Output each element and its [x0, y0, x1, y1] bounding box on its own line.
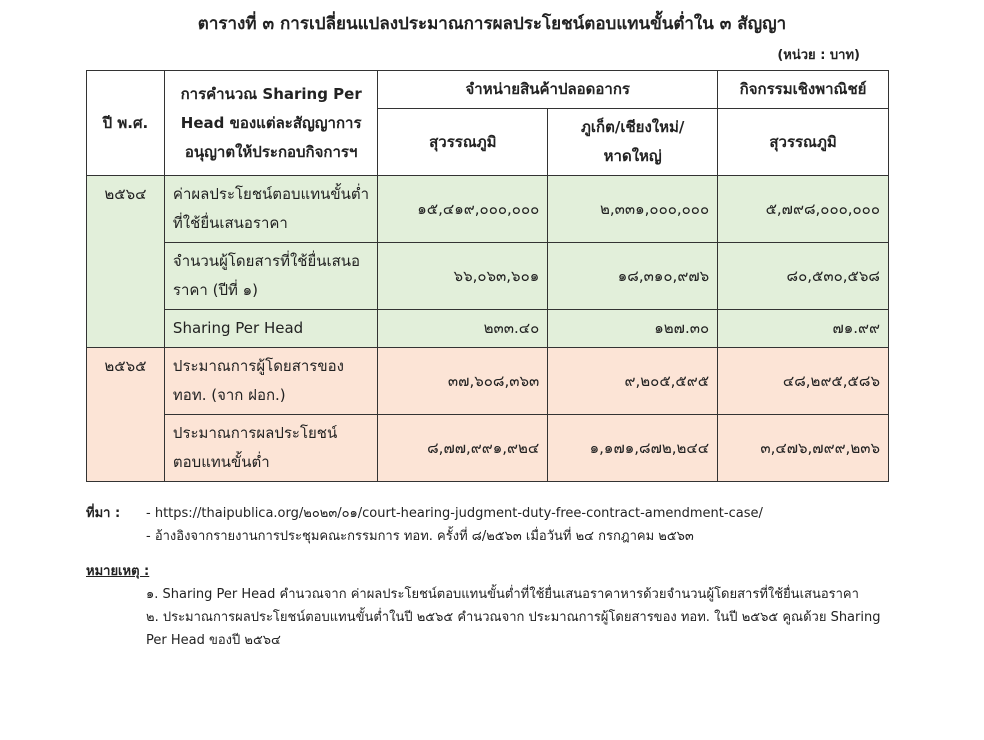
- header-suvarnabhumi-commercial: สุวรรณภูมิ: [718, 109, 889, 176]
- remark-1: ๑. Sharing Per Head คำนวณจาก ค่าผลประโยชน์ตอบแทนขั้นต่ำที่ใช้ยื่นเสนอราคาหารด้วยจำนวนผู้โดยสารที่ใช้ยื่นเสนอราคา: [146, 587, 859, 602]
- source-link[interactable]: - https://thaipublica.org/๒๐๒๓/๐๑/court-hearing-judgment-duty-free-contract-amendment-case/: [146, 506, 763, 521]
- row-label: ประมาณการผู้โดยสารของ ทอท. (จาก ฝอก.): [164, 348, 377, 415]
- row-label: จำนวนผู้โดยสารที่ใช้ยื่นเสนอราคา (ปีที่ ๑): [164, 243, 377, 310]
- value-cell: ๕,๗๙๘,๐๐๐,๐๐๐: [718, 176, 889, 243]
- value-cell: ๒๓๓.๔๐: [378, 310, 548, 348]
- table-row: [87, 176, 889, 243]
- value-cell: ๑๒๗.๓๐: [548, 310, 718, 348]
- value-cell: ๒,๓๓๑,๐๐๐,๐๐๐: [548, 176, 718, 243]
- value-cell: ๗๑.๙๙: [718, 310, 889, 348]
- unit-label: (หน่วย : บาท): [777, 48, 860, 63]
- row-label: Sharing Per Head: [164, 310, 377, 348]
- table-row: [87, 348, 889, 415]
- value-cell: ๔๘,๒๙๕,๕๘๖: [718, 348, 889, 415]
- remark-2: ๒. ประมาณการผลประโยชน์ตอบแทนขั้นต่ำในปี ๒๕๖๕ คำนวณจาก ประมาณการผู้โดยสารของ ทอท. ในปี ๒๕๖๕ คูณด้วย Sharing Per Head ของปี ๒๕๖๔: [146, 610, 881, 648]
- year-cell: ๒๕๖๔: [87, 176, 165, 348]
- table-row: [87, 415, 889, 482]
- data-table: [86, 70, 889, 482]
- row-label: ค่าผลประโยชน์ตอบแทนขั้นต่ำที่ใช้ยื่นเสนอราคา: [164, 176, 377, 243]
- value-cell: ๓๗,๖๐๘,๓๖๓: [378, 348, 548, 415]
- header-phuket: ภูเก็ต/เชียงใหม่/หาดใหญ่: [548, 109, 718, 176]
- notes-section: [86, 502, 886, 652]
- header-suvarnabhumi: สุวรรณภูมิ: [378, 109, 548, 176]
- header-calc: การคำนวณ Sharing Per Head ของแต่ละสัญญาการอนุญาตให้ประกอบกิจการฯ: [164, 71, 377, 176]
- row-label: ประมาณการผลประโยชน์ตอบแทนขั้นต่ำ: [164, 415, 377, 482]
- remarks-heading: หมายเหตุ :: [86, 564, 150, 579]
- value-cell: ๑,๑๗๑,๘๗๒,๒๔๔: [548, 415, 718, 482]
- value-cell: ๙,๒๐๕,๕๙๕: [548, 348, 718, 415]
- table-row: [87, 243, 889, 310]
- value-cell: ๖๖,๐๖๓,๖๐๑: [378, 243, 548, 310]
- table-row: [87, 310, 889, 348]
- source-heading: ที่มา :: [86, 506, 121, 521]
- table-title: ตารางที่ ๓ การเปลี่ยนแปลงประมาณการผลประโยชน์ตอบแทนขั้นต่ำใน ๓ สัญญา: [197, 14, 787, 34]
- header-year: ปี พ.ศ.: [87, 71, 165, 176]
- value-cell: ๓,๔๗๖,๗๙๙,๒๓๖: [718, 415, 889, 482]
- value-cell: ๘,๗๗,๙๙๑,๙๒๔: [378, 415, 548, 482]
- year-cell: ๒๕๖๕: [87, 348, 165, 482]
- value-cell: ๑๕,๔๑๙,๐๐๐,๐๐๐: [378, 176, 548, 243]
- source-reference: - อ้างอิงจากรายงานการประชุมคณะกรรมการ ทอท. ครั้งที่ ๘/๒๕๖๓ เมื่อวันที่ ๒๔ กรกฎาคม ๒๕๖๓: [146, 529, 694, 544]
- header-commercial: กิจกรรมเชิงพาณิชย์: [718, 71, 889, 109]
- value-cell: ๑๘,๓๑๐,๙๗๖: [548, 243, 718, 310]
- header-dutyfree: จำหน่ายสินค้าปลอดอากร: [378, 71, 718, 109]
- value-cell: ๘๐,๕๓๐,๕๖๘: [718, 243, 889, 310]
